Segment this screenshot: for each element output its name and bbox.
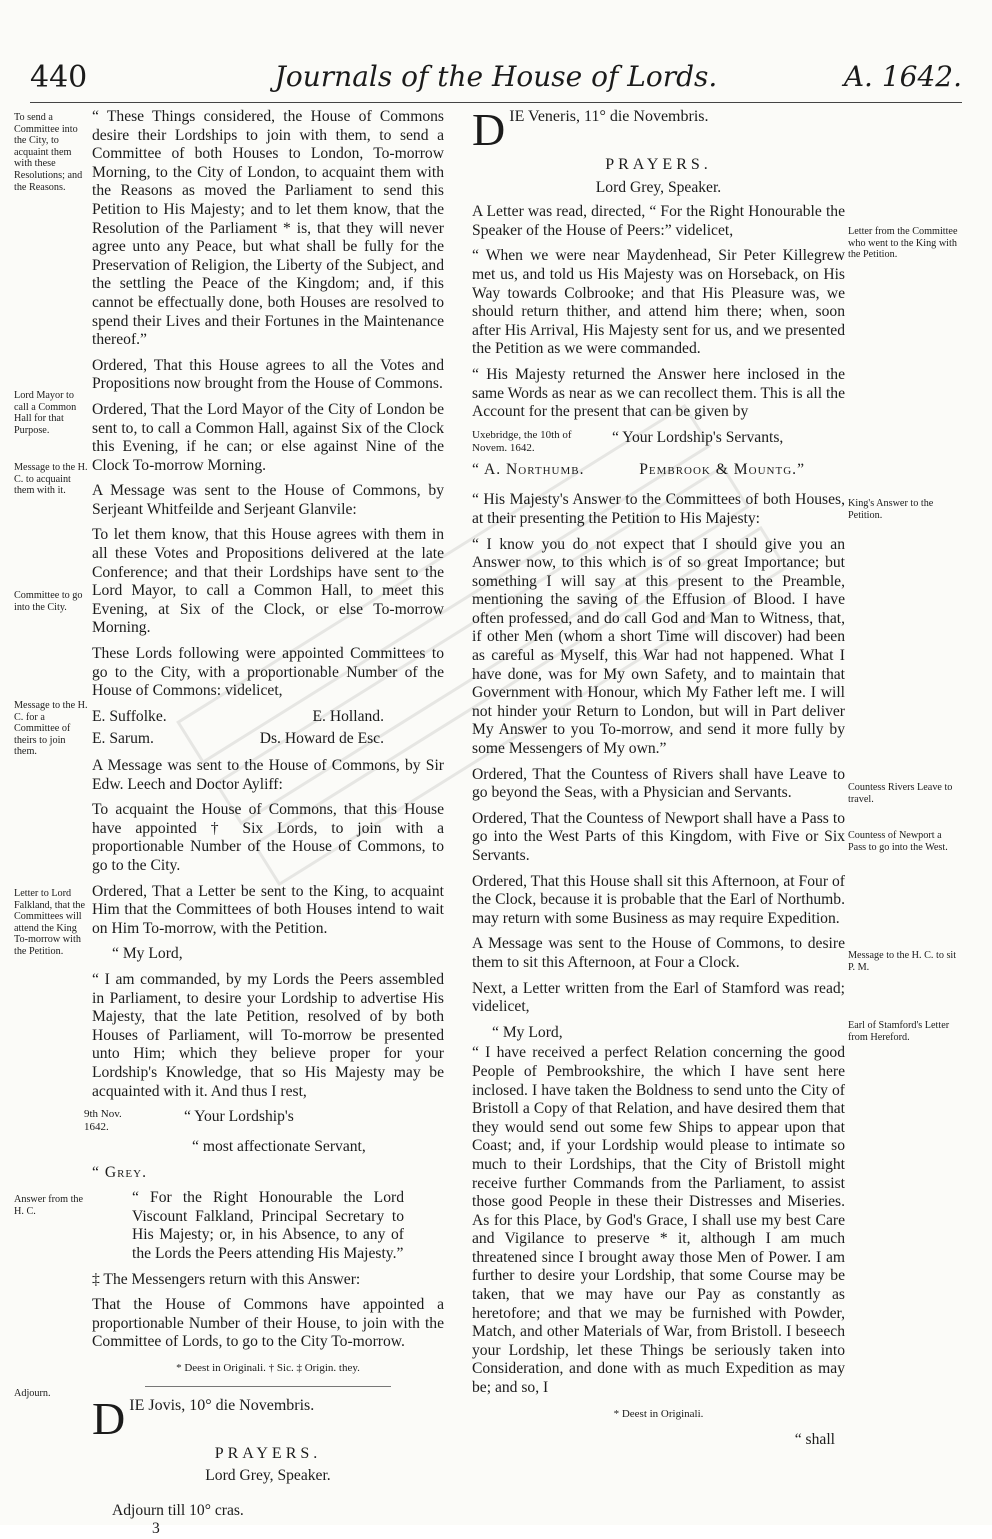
day-heading <box>472 104 845 155</box>
footnotes: * Deest in Originali. † Sic. ‡ Origin. they. <box>176 1362 360 1375</box>
paragraph: Ordered, That the Lord Mayor of the City of London be sent to, to call a Common Hall, against Six of the Clock this Evening, if he can; or else against Nine of the Clock To-morrow Morning. <box>92 400 444 474</box>
lord-name: Ds. Howard de Esc. <box>259 730 384 748</box>
margin-note: Lord Mayor to call a Common Hall for that Purpose. <box>14 390 77 436</box>
lord-name: E. Sarum. <box>92 730 154 748</box>
drop-cap: D <box>472 104 506 155</box>
paragraph: To let them know, that this House agrees with them in all these Votes and Propositions delivered at the late Conference; and that their Lordships have sent to the Lord Mayor, to call a Common Hall, to meet this Evening, at Six of the Clock, or else To-morrow Morning. <box>92 526 444 637</box>
signature-name: Pembrook & Mountg.” <box>639 460 805 478</box>
prayers-heading: PRAYERS. <box>214 1444 322 1462</box>
letter-date: 9th Nov. 1642. <box>84 1108 122 1134</box>
signature-name: “ Grey. <box>92 1163 147 1181</box>
signature-line: “ most affectionate Servant, <box>192 1138 366 1156</box>
page-number: 440 <box>30 60 88 95</box>
paragraph: “ His Majesty's Answer to the Committees of both Houses, at their presenting the Petition to His Majesty: <box>472 491 845 527</box>
margin-note: King's Answer to the Petition. <box>848 498 934 521</box>
day-heading <box>92 1392 444 1444</box>
margin-note: To send a Committee into the City, to acquaint them with these Resolutions; and the Reasons. <box>14 112 83 193</box>
letter-date: Uxebridge, the 10th of Novem. 1642. <box>472 428 572 454</box>
adjourn-line: Adjourn till 10° cras. <box>112 1501 244 1519</box>
margin-note: Countess Rivers Leave to travel. <box>848 782 953 805</box>
running-header <box>20 60 972 100</box>
paragraph: Ordered, That this House shall sit this Afternoon, at Four of the Clock, because it is probable that the Earl of Northumb. may return with some Business as may require Expedition. <box>472 872 845 927</box>
drop-cap: D <box>92 1392 126 1444</box>
letter-salutation: “ My Lord, <box>492 1023 563 1041</box>
paragraph: Ordered, That the Countess of Rivers shall have Leave to go beyond the Seas, with a Physician and Servants. <box>472 765 845 802</box>
letter-salutation: “ My Lord, <box>112 945 183 963</box>
paragraph: “ I know you do not expect that I should give you an Answer now, to this which is of so great Importance; but something I will say at this present to the Preamble, mentioning the saving of the Effusion of Blood. I have often professed, and do call God and Man to Witness, that, if other Men (whom a short Time will discover) had been as careful as Myself, this War had not happened. What I have done, was for My own Safety, and to maintain that Government with Honour, which My Father left me. I will not hinder your Return to London, but will in Part deliver My Answer to you To-morrow, and send it more fully by some Messengers of My own.” <box>472 535 845 758</box>
margin-note: Letter to Lord Falkland, that the Committees will attend the King To-morrow with the Petition. <box>14 888 86 957</box>
paragraph: “ I am commanded, by my Lords the Peers assembled in Parliament, to desire your Lordship to advertise His Majesty, that the late Petition, resolved of by both Houses of Parliament, will To-morrow be presented unto Him; which they believe proper for your Lordship's Knowledge, that so His Majesty may be acquainted with it. And thus I rest, <box>92 970 444 1100</box>
speaker-line: Lord Grey, Speaker. <box>595 178 722 196</box>
paragraph: A Letter was read, directed, “ For the Right Honourable the Speaker of the House of Peers:” videlicet, <box>472 203 845 239</box>
signature-mark: 3 <box>152 1520 160 1538</box>
letter-signature <box>84 1108 444 1134</box>
paragraph: Next, a Letter written from the Earl of Stamford was read; videlicet, <box>472 979 845 1016</box>
paragraph: “ These Things considered, the House of Commons desire their Lordships to join with them, to send a Committee of both Houses to London, To-morrow Morning, to the City of London, to acquaint them with the Reasons as moved the Parliament to send this Petition to His Majesty; and to let them know, that the Resolution of the Parliament * is, that they will never agree unto any Peace, but what shall be fully for the Preservation of Religion, the Liberty of the Subject, and the settling the Peace of the Kingdom; and, if this cannot be effectually done, both Houses are resolved to spend their Lives and their Fortunes in the Maintenance thereof.” <box>92 108 444 349</box>
margin-note: Message to the H. C. to sit P. M. <box>848 950 957 973</box>
section-divider <box>145 1386 391 1387</box>
year-label: A. 1642. <box>843 60 962 93</box>
paragraph: To acquaint the House of Commons, that this House have appointed † Six Lords, to join with a proportionable Number of the House of Commons, to go to the City. <box>92 801 444 874</box>
paragraph: “ When we were near Maydenhead, Sir Peter Killegrew met us, and told us His Majesty was on Horseback, on His Way towards Colbrooke; and that His Pleasure was, we should return thither, and attend him there; when, soon after His Arrival, His Majesty sent for us, and we presented the Petition as we were commanded. <box>472 247 845 358</box>
paragraph: These Lords following were appointed Committees to go to the City, with a proportionable Number of the House of Commons: videlicet, <box>92 645 444 700</box>
journal-title: Journals of the House of Lords. <box>274 60 718 93</box>
footnote: * Deest in Originali. <box>613 1407 704 1420</box>
paragraph: “ I have received a perfect Relation concerning the good People of Pembrookshire, the which I have sent here inclosed. I have taken the Boldness to send unto the City of Bristoll a Copy of that Relation, and have desired them that they would send out some few Ships to appear upon that Coast; and, if your Lordship would please to intimate so much to their Lordships, that the City of Bristoll might receive further Commands from the Parliament, to assist those good People in these their Distresses and Miseries. As for this Place, by God's Grace, I shall use my best Care and Vigilance to preserve * it, although I am much threatened since I brought away those Men of Power. I am further to desire your Lordship, that some Course may be taken, that we may have our Pay as constantly as heretofore; and that we may be furnished with Powder, Match, and other Materials of War, from Bristoll. I beseech your Lordship, let these Things be seriously taken into Consideration, and done with as much Expedition as may be; and so, I <box>472 1044 845 1397</box>
paragraph: A Message was sent to the House of Commons, by Sir Edw. Leech and Doctor Ayliff: <box>92 757 444 793</box>
margin-note: Committee to go into the City. <box>14 590 83 613</box>
margin-note: Countess of Newport a Pass to go into the West. <box>848 830 948 853</box>
catchword: “ shall <box>794 1431 835 1449</box>
paragraph: ‡ The Messengers return with this Answer: <box>92 1270 361 1288</box>
prayers-heading: PRAYERS. <box>605 156 712 173</box>
lord-name: E. Holland. <box>312 707 384 725</box>
day-heading-text: IE Veneris, 11° die Novembris. <box>509 108 709 125</box>
signature-name: “ A. Northumb. <box>472 460 585 478</box>
margin-note: Earl of Stamford's Letter from Hereford. <box>848 1020 950 1043</box>
margin-note: Letter from the Committee who went to the King with the Petition. <box>848 226 958 261</box>
signature-line: “ Your Lordship's Servants, <box>612 428 784 446</box>
paragraph: Ordered, That a Letter be sent to the King, to acquaint Him that the Committees of both Houses intend to wait on Him To-morrow, with the Petition. <box>92 882 444 937</box>
letter-address: “ For the Right Honourable the Lord Viscount Falkland, Principal Secretary to His Majesty; or, in his Absence, to any of the Lords the Peers attending His Majesty.” <box>132 1189 404 1263</box>
paragraph: A Message was sent to the House of Commons, by Serjeant Whitfeilde and Serjeant Glanvile: <box>92 482 444 518</box>
paragraph: Ordered, That this House agrees to all the Votes and Propositions now brought from the House of Commons. <box>92 356 444 393</box>
margin-note: Adjourn. <box>14 1388 51 1399</box>
day-heading-text: IE Jovis, 10° die Novembris. <box>129 1396 315 1414</box>
header-rule <box>30 102 962 103</box>
speaker-line: Lord Grey, Speaker. <box>205 1467 331 1485</box>
margin-note: Message to the H. C. for a Committee of theirs to join them. <box>14 700 88 758</box>
paragraph: Ordered, That the Countess of Newport shall have a Pass to go into the West Parts of this Kingdom, with Five or Six Servants. <box>472 809 845 864</box>
paragraph: “ His Majesty returned the Answer here inclosed in the same Words as near as we can recollect them. This is all the Account for the present that can be given by <box>472 365 845 421</box>
signature-line: “ Your Lordship's <box>184 1108 294 1126</box>
lord-name: E. Suffolke. <box>92 707 167 725</box>
margin-note: Message to the H. C. to acquaint them with it. <box>14 462 88 497</box>
paragraph: That the House of Commons have appointed a proportionable Number of their House, to join with the Committee of Lords, to go to the City To-morrow. <box>92 1296 444 1351</box>
margin-note: Answer from the H. C. <box>14 1194 84 1217</box>
paragraph: A Message was sent to the House of Commons, to desire them to sit this Afternoon, at Four a Clock. <box>472 935 845 971</box>
